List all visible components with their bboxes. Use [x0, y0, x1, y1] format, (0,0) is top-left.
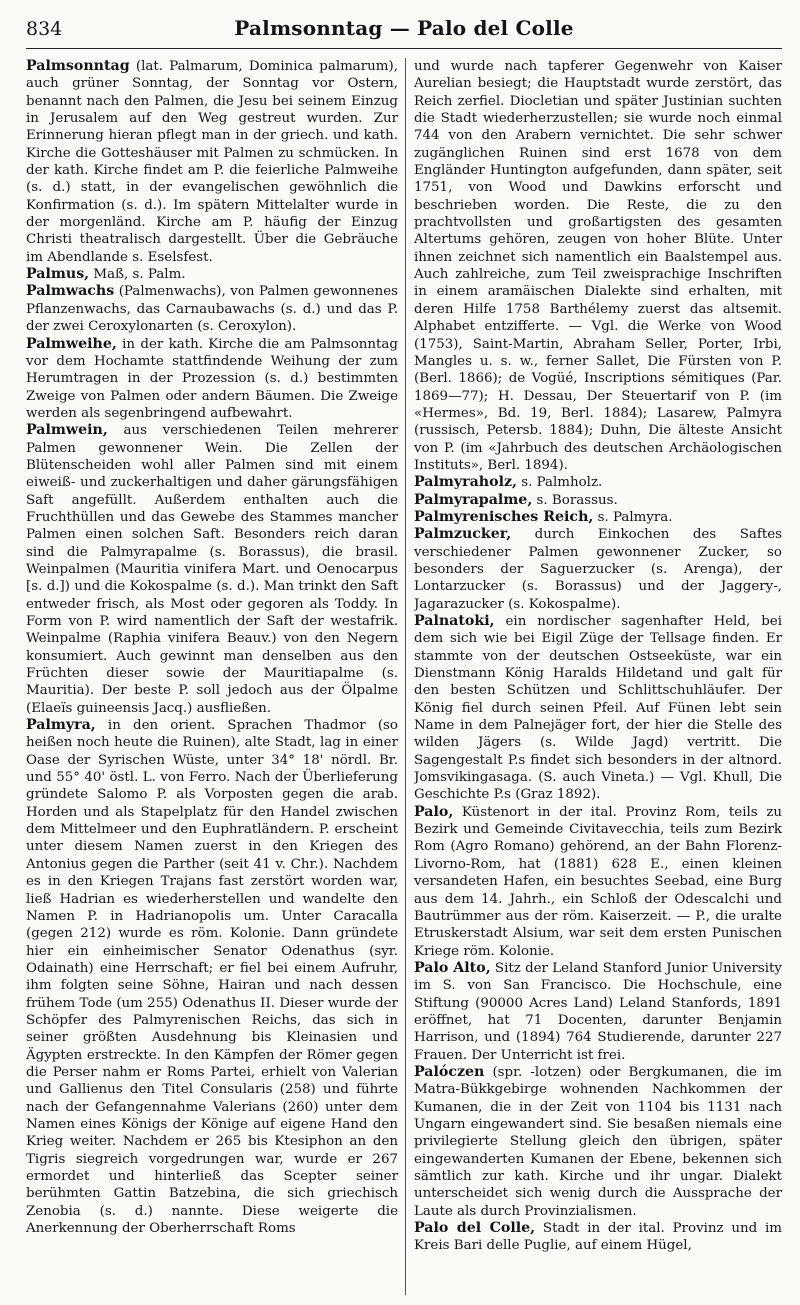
- entry-headword: Palmweihe,: [26, 335, 117, 352]
- dictionary-entry: [414, 492, 782, 509]
- dictionary-entry: [26, 717, 398, 1237]
- dictionary-entry: [414, 509, 782, 526]
- entry-text: durch Einkochen des Saftes verschiedener Palmen gewonnener Zucker, so besonders der Saguerzucker (s. Arenga), der Lontarzucker (s. Borassus) und der Jaggery-, Jagarazucker (s. Kokospalme).: [414, 527, 782, 612]
- dictionary-entry: [414, 1220, 782, 1255]
- entry-text: Küstenort in der ital. Provinz Rom, teils zu Bezirk und Gemeinde Civitavecchia, teils zum Bezirk Rom (Agro Romano) gehörend, an der Bahn Florenz-Livorno-Rom, hat (1881) 628 E., einen kleinen versandeten Hafen, ein besuchtes Seebad, eine Burg aus dem 14. Jahrh., ein Schloß der Odescalchi und Bautrümmer aus der röm. Kaiserzeit. — P., die uralte Etruskerstadt Alsium, war seit dem ersten Punischen Kriege röm. Kolonie.: [414, 804, 782, 959]
- entry-text: Stadt in der ital. Provinz und im Kreis Bari delle Puglie, auf einem Hügel,: [414, 1221, 782, 1254]
- entry-headword: Palmyrapalme,: [414, 491, 533, 508]
- entry-headword: Palmzucker,: [414, 526, 512, 543]
- entry-headword: Palmwein,: [26, 422, 108, 439]
- dictionary-entry: [26, 58, 398, 266]
- entry-text: (spr. -lotzen) oder Bergkumanen, die im Matra-Bükkgebirge wohnenden Nachkommen der Kumanen, die in der Zeit von 1104 bis 1131 nach Ungarn eingewandert sind. Sie besaßen niemals eine privilegierte Stellung gleich den übrigen, später eingewanderten Kumanen der Ebene, bekennen sich sämtlich zur kath. Kirche und ihr ungar. Dialekt unterscheidet sich wenig durch die Aussprache der Laute als durch Provinzialismen.: [414, 1064, 782, 1219]
- entry-headword: Palmyra,: [26, 717, 96, 734]
- dictionary-entry: [414, 58, 782, 474]
- entry-headword: Palóczen: [414, 1063, 485, 1080]
- entry-text: in den orient. Sprachen Thadmor (so heißen noch heute die Ruinen), alte Stadt, lag in einer Oase der Syrischen Wüste, unter 34° 18' nördl. Br. und 55° 40' östl. L. von Ferro. Nach der Überlieferung gründete Salomo P. als Vorposten gegen die arab. Horden und als Stapelplatz für den Handel zwischen dem Mittelmeer und den Euphratländern. P. erscheint unter diesem Namen zuerst in den Kriegen des Antonius gegen die Parther (seit 41 v. Chr.). Nachdem es in den Kriegen Trajans fast zerstört worden war, ließ Hadrian es wiederherstellen und wandelte den Namen P. in Hadrianopolis um. Unter Caracalla (gegen 212) wurde es röm. Kolonie. Dann gründete hier ein einheimischer Senator Odenathus (syr. Odainath) eine Herrschaft; er fiel bei einem Aufruhr, ihm folgten seine Söhne, Hairan und nach dessen frühem Tode (um 255) Odenathus II. Dieser wurde der Schöpfer des Palmyrenischen Reichs, das sich in seiner größten Ausdehnung bis Kleinasien und Ägypten erstreckte. In den Kämpfen der Römer gegen die Perser nahm er Roms Partei, erhielt von Valerian und Gallienus den Titel Consularis (258) und führte nach der Gefangennahme Valerians (260) unter dem Namen eines Königs der Könige auf eigene Hand den Krieg weiter. Nachdem er 265 bis Ktesiphon an den Tigris siegreich vorgedrungen war, wurde er 267 ermordet und hinterließ das Scepter seiner berühmten Gattin Batzebina, die sich griechisch Zenobia (s. d.) nannte. Diese weigerte die Anerkennung der Oberherrschaft Roms: [26, 718, 398, 1237]
- entry-text: s. Palmholz.: [516, 475, 603, 491]
- dictionary-entry: [414, 474, 782, 491]
- dictionary-entry: [414, 613, 782, 804]
- entry-headword: Palnatoki,: [414, 613, 495, 629]
- entry-headword: Palo Alto,: [414, 959, 491, 976]
- entry-headword: Palmus,: [26, 266, 90, 283]
- entry-headword: Palmsonntag: [26, 58, 130, 74]
- entry-headword: Palo del Colle,: [414, 1220, 536, 1237]
- entry-text: (lat. Palmarum, Dominica palmarum), auch grüner Sonntag, der Sonntag vor Ostern, benannt nach den Palmen, die Jesu bei seinem Einzug in Jerusalem auf den Weg gestreut wurden. Zur Erinnerung hieran pflegt man in der griech. und kath. Kirche die Gotteshäuser mit Palmen zu schmücken. In der kath. Kirche findet am P. die feierliche Palmweihe (s. d.) statt, in der evangelischen gewöhnlich die Konfirmation (s. d.). Im spätern Mittelalter wurde in der morgenländ. Kirche am P. häufig der Einzug Christi theatralisch dargestellt. Über die Gebräuche im Abendlande s. Eselsfest.: [26, 59, 398, 265]
- page-header: [26, 14, 782, 49]
- dictionary-entry: [26, 266, 398, 283]
- entry-text: s. Borassus.: [532, 492, 618, 508]
- entry-text: Sitz der Leland Stanford Junior University im S. von San Francisco. Die Hochschule, eine Stiftung (90000 Acres Land) Leland Stanfords, 1891 eröffnet, hat 71 Docenten, darunter Benjamin Harrison, und (1894) 764 Studierende, darunter 227 Frauen. Der Unterricht ist frei.: [414, 960, 782, 1063]
- entry-text: Maß, s. Palm.: [89, 267, 186, 283]
- dictionary-entry: [414, 1064, 782, 1220]
- dictionary-entry: [26, 422, 398, 717]
- dictionary-entry: [414, 526, 782, 613]
- entry-text: und wurde nach tapferer Gegenwehr von Kaiser Aurelian besiegt; die Hauptstadt wurde zerstört, das Reich zerfiel. Diocletian und später Justinian suchten die Stadt wiederherzustellen; sie wurde noch einmal 744 von den Arabern vernichtet. Die sehr schwer zugänglichen Ruinen sind erst 1678 von dem Engländer Huntington aufgefunden, dann später, seit 1751, von Wood und Dawkins erforscht und beschrieben worden. Die Reste, die zu den prachtvollsten und großartigsten des gesamten Altertums gehören, zeugen von hoher Blüte. Unter ihnen zeichnet sich namentlich ein Baalstempel aus. Auch zahlreiche, zum Teil zweisprachige Inschriften in einem aramäischen Dialekte sind erhalten, mit deren Hilfe 1758 Barthélemy zuerst das altsemit. Alphabet entzifferte. — Vgl. die Werke von Wood (1753), Saint-Martin, Abraham Seller, Porter, Irbi, Mangles u. s. w., ferner Sallet, Die Fürsten von P. (Berl. 1866); de Vogüé, Inscriptions sémitiques (Par. 1869—77); H. Dessau, Der Steuertarif von P. (im «Hermes», Bd. 19, Berl. 1884); Lasarew, Palmyra (russisch, Petersb. 1884); Duhn, Die älteste Ansicht von P. (im «Jahrbuch des deutschen Archäologischen Instituts», Berl. 1894).: [414, 59, 782, 473]
- dictionary-entry: [414, 960, 782, 1064]
- entry-text: (Palmenwachs), von Palmen gewonnenes Pflanzenwachs, das Carnaubawachs (s. d.) und das P. der zwei Ceroxylonarten (s. Ceroxylon).: [26, 284, 398, 335]
- dictionary-entry: [26, 283, 398, 335]
- dictionary-entry: [26, 336, 398, 423]
- entry-text: s. Palmyra.: [593, 509, 673, 525]
- left-column: [26, 58, 398, 1295]
- page-number: 834: [26, 18, 63, 40]
- column-divider: [405, 58, 406, 1295]
- dictionary-entry: [414, 804, 782, 960]
- entry-headword: Palmyrenisches Reich,: [414, 508, 594, 525]
- running-title: Palmsonntag — Palo del Colle: [234, 16, 574, 40]
- entry-text: in der kath. Kirche die am Palmsonntag vor dem Hochamte stattfindende Weihung der zum Herumtragen in der Prozession (s. d.) bestimmten Zweige von Palmen oder andern Bäumen. Die Zweige werden als segenbringend aufbewahrt.: [26, 336, 398, 421]
- entry-text: ein nordischer sagenhafter Held, bei dem sich wie bei Eigil Züge der Tellsage finden. Er stammte von der deutschen Ostseeküste, war ein Dienstmann König Haralds Hildetand und galt für den besten Schützen und Schlittschuhläufer. Der König fiel durch seinen Pfeil. Auf Fünen lebt sein Name in dem Palnejäger fort, der hier die Stelle des wilden Jägers (s. Wilde Jagd) vertritt. Die Sagengestalt P.s findet sich besonders in der altnord. Jomsvikingasaga. (S. auch Vineta.) — Vgl. Khull, Die Geschichte P.s (Graz 1892).: [414, 614, 782, 803]
- entry-text: aus verschiedenen Teilen mehrerer Palmen gewonnener Wein. Die Zellen der Blütenscheiden wohl aller Palmen sind mit einem eiweiß- und zuckerhaltigen und daher gärungsfähigen Saft angefüllt. Außerdem enthalten auch die Fruchthüllen und das Gewebe des Stammes mancher Palmen einen solchen Saft. Besonders reich daran sind die Palmyrapalme (s. Borassus), die brasil. Weinpalmen (Mauritia vinifera Mart. und Oenocarpus [s. d.]) und die Kokospalme (s. d.). Man trinkt den Saft entweder frisch, als Most oder gegoren als Toddy. In Form von P. wird namentlich der Saft der westafrik. Weinpalme (Raphia vinifera Beauv.) von den Negern konsumiert. Auch gewinnt man denselben aus den Früchten dieser sowie der Mauritiapalme (s. Mauritia). Der beste P. soll jedoch aus der Ölpalme (Elaeïs guineensis Jacq.) ausfließen.: [26, 423, 398, 716]
- entry-headword: Palmyraholz,: [414, 474, 517, 491]
- entry-headword: Palmwachs: [26, 283, 115, 300]
- entry-headword: Palo,: [414, 803, 454, 820]
- right-column: [414, 58, 782, 1295]
